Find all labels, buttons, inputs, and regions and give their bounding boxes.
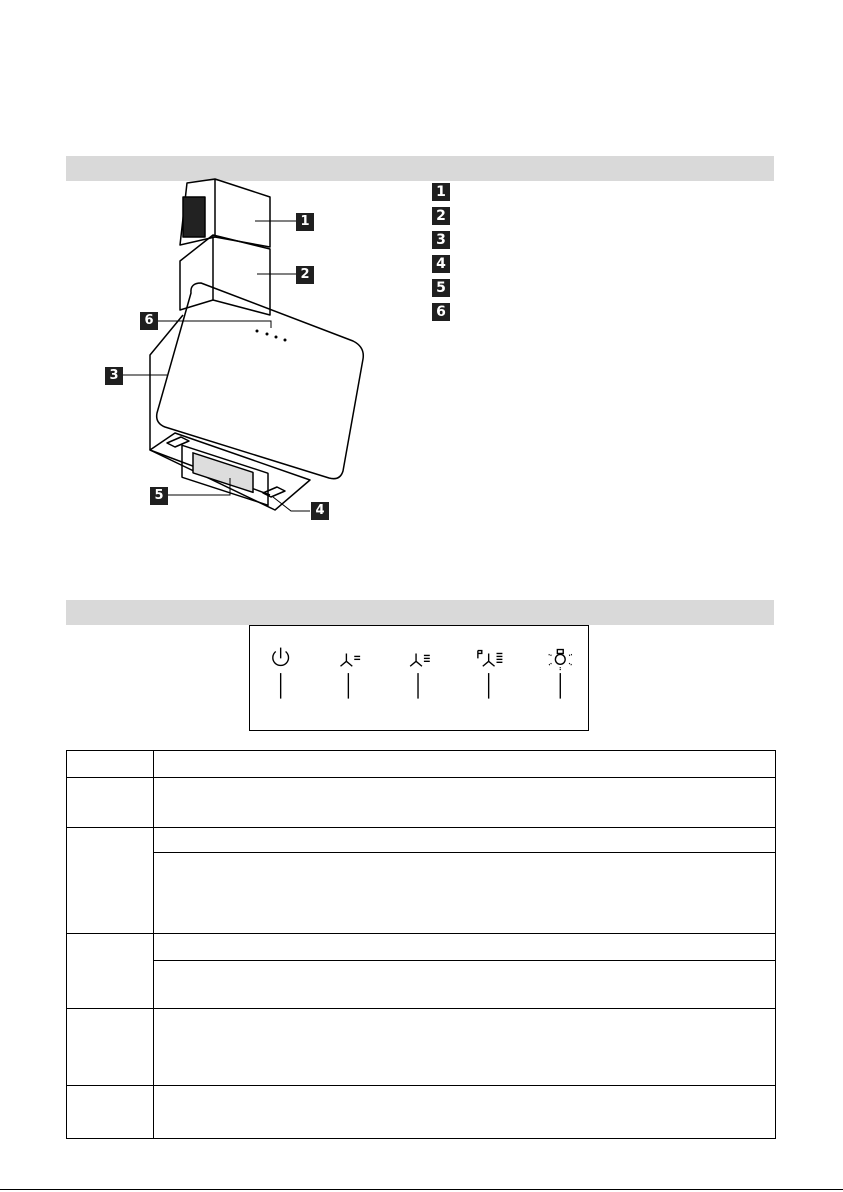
cooker-hood-diagram xyxy=(95,175,380,520)
table-row xyxy=(67,1009,776,1086)
legend-item-4: 4 xyxy=(432,255,450,273)
control-panel-diagram xyxy=(249,625,589,731)
legend-item-2: 2 xyxy=(432,207,450,225)
power-icon xyxy=(273,648,289,666)
table-cell xyxy=(153,751,775,778)
table-row xyxy=(67,961,776,1009)
table-cell xyxy=(67,778,154,828)
fan-boost-icon xyxy=(478,651,503,667)
legend-item-3: 3 xyxy=(432,231,450,249)
legend-item-1: 1 xyxy=(432,183,450,201)
fan-speed-1-icon xyxy=(341,653,361,666)
table-row xyxy=(67,853,776,934)
table-cell xyxy=(67,751,154,778)
callout-3: 3 xyxy=(105,367,123,385)
light-icon xyxy=(549,650,573,671)
cooker-hood-drawing xyxy=(95,175,380,520)
table-cell xyxy=(67,1009,154,1086)
table-cell xyxy=(153,778,775,828)
table-cell xyxy=(67,934,154,1009)
fan-speed-2-icon xyxy=(410,653,430,666)
table-row xyxy=(67,1086,776,1139)
callout-6: 6 xyxy=(140,312,158,330)
function-table xyxy=(66,750,776,1139)
section-header-bar-2 xyxy=(66,600,774,625)
callout-4: 4 xyxy=(311,502,329,520)
table-cell xyxy=(153,1086,775,1139)
callout-1: 1 xyxy=(296,213,314,231)
callout-2: 2 xyxy=(296,266,314,284)
legend-item-5: 5 xyxy=(432,279,450,297)
table-row xyxy=(67,828,776,853)
table-cell xyxy=(67,828,154,934)
table-cell xyxy=(153,1009,775,1086)
callout-5: 5 xyxy=(150,487,168,505)
footer-rule xyxy=(0,1189,843,1190)
table-cell xyxy=(153,934,775,961)
parts-legend xyxy=(432,183,450,327)
table-cell xyxy=(153,961,775,1009)
legend-item-6: 6 xyxy=(432,303,450,321)
table-row xyxy=(67,778,776,828)
table-row xyxy=(67,751,776,778)
table-cell xyxy=(153,853,775,934)
table-row xyxy=(67,934,776,961)
table-cell xyxy=(67,1086,154,1139)
table-cell xyxy=(153,828,775,853)
